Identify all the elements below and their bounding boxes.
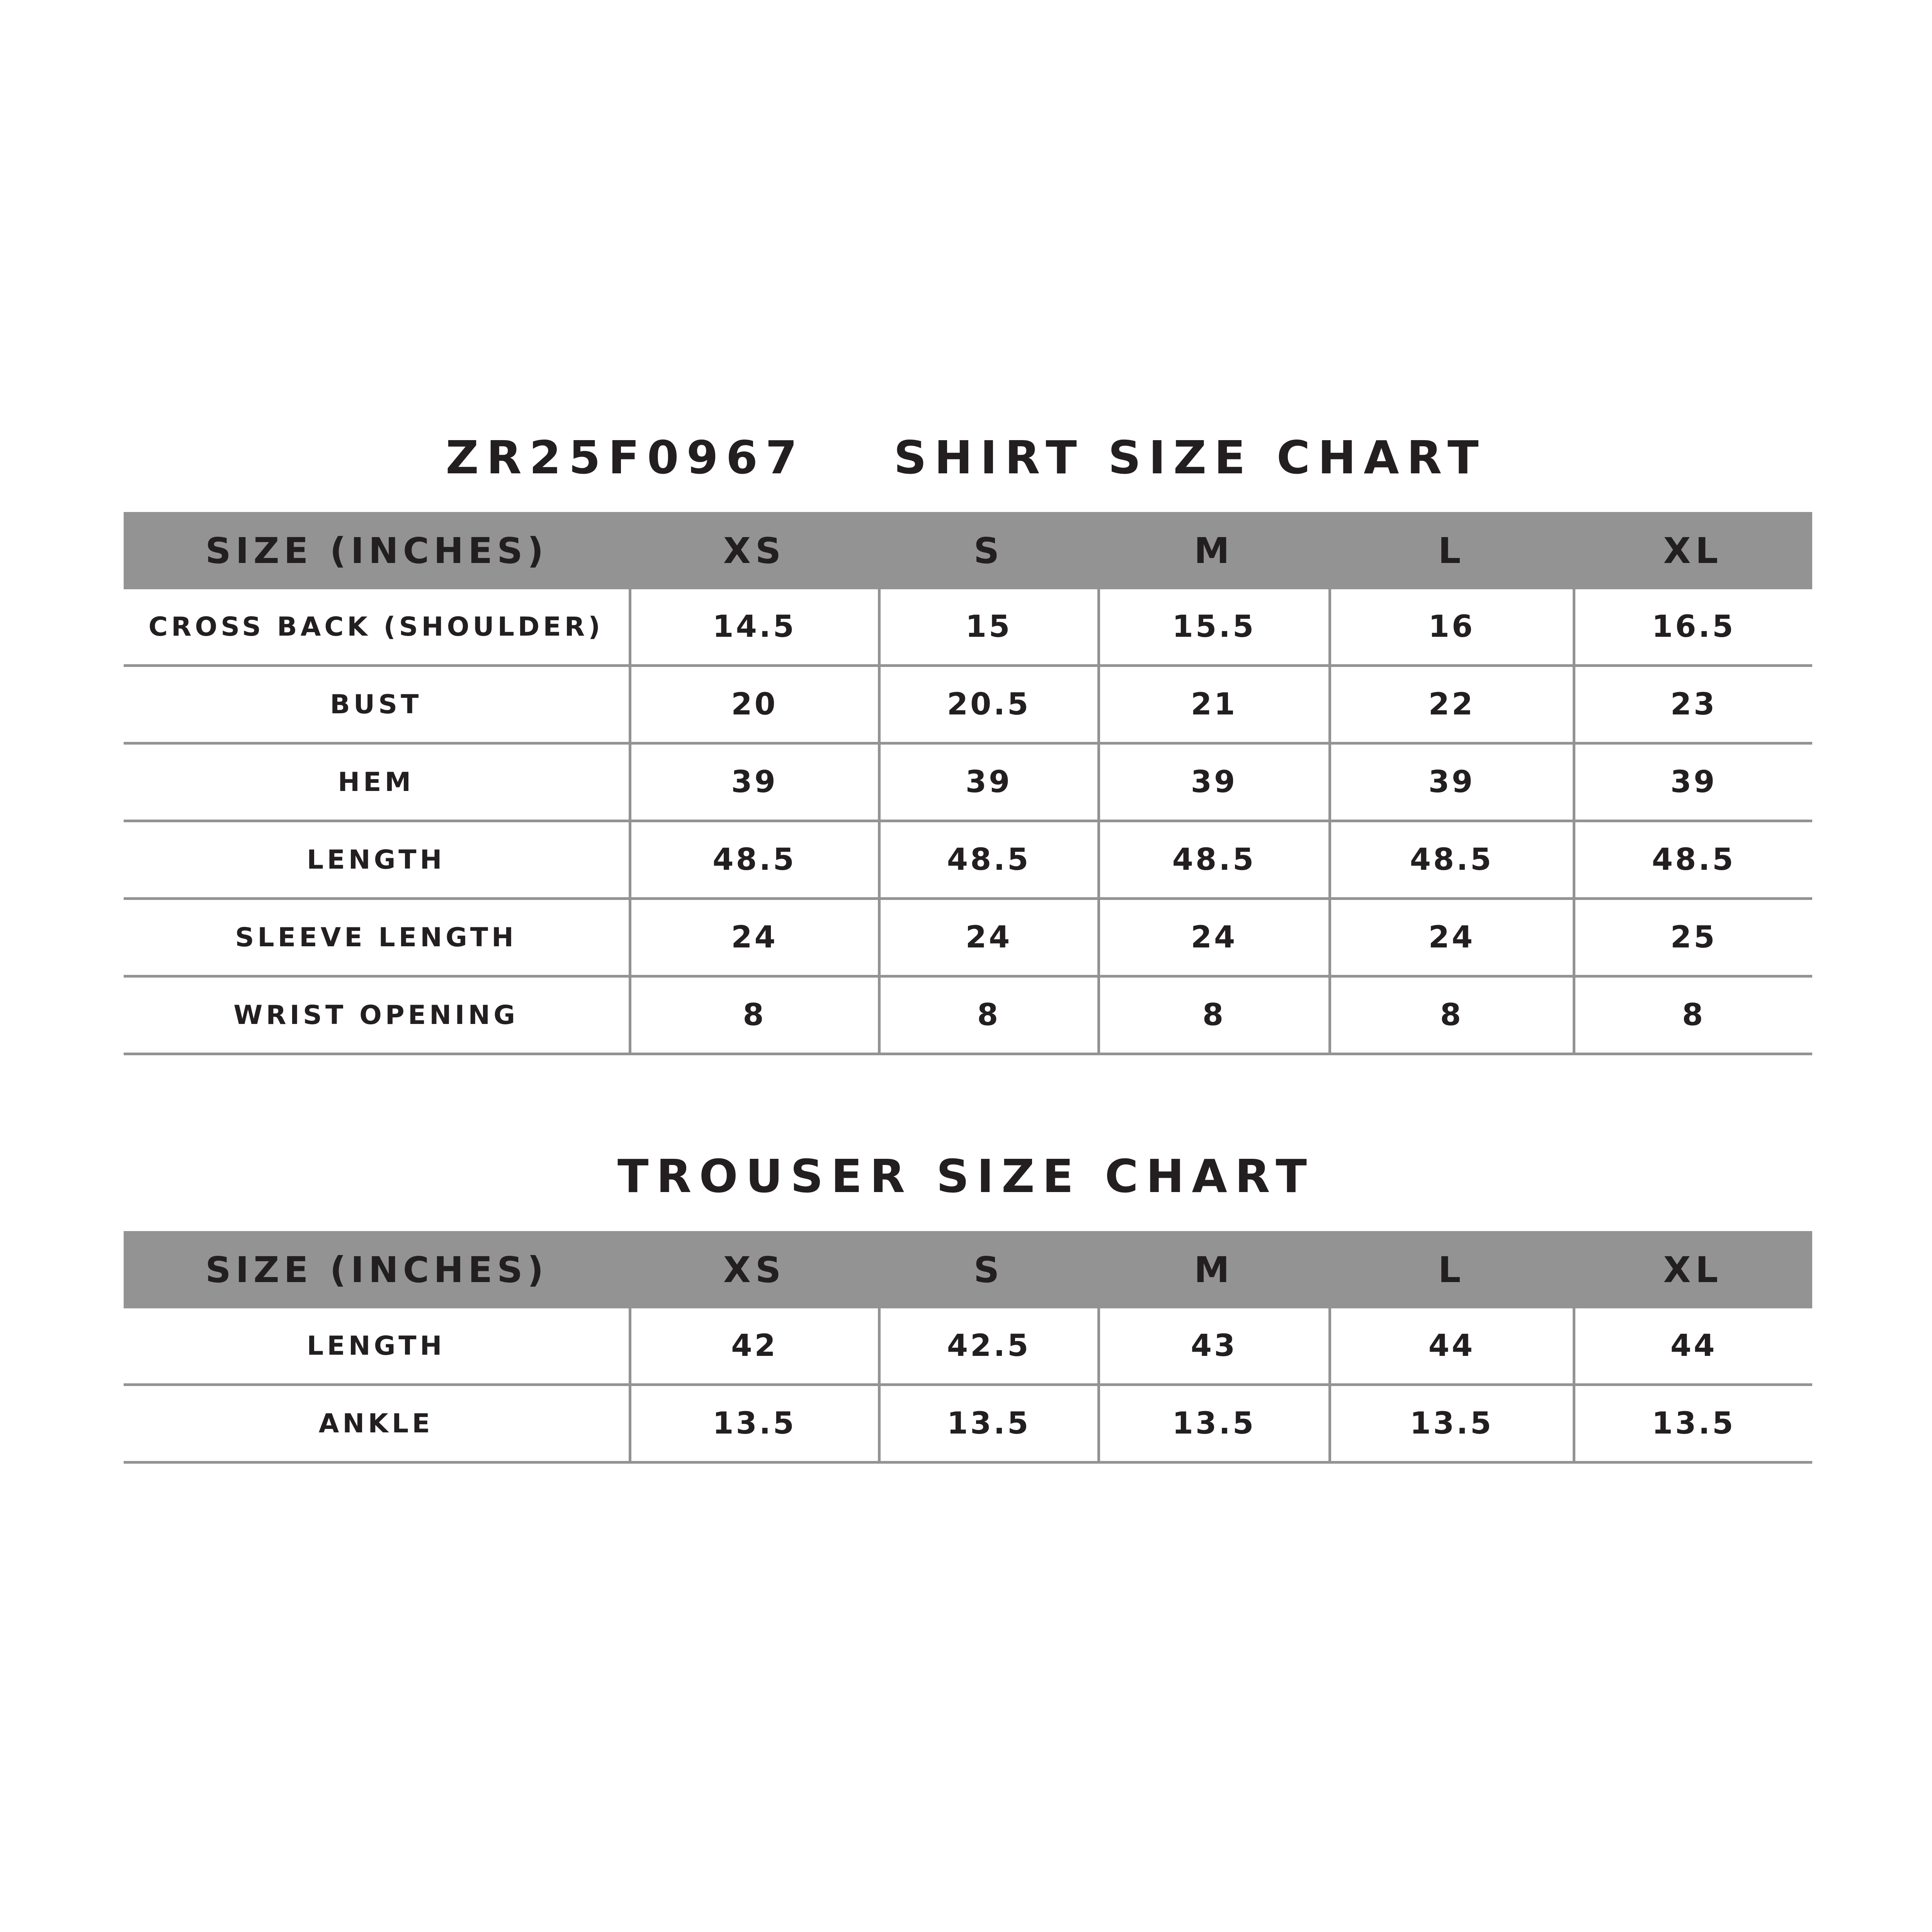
table-header-row <box>124 512 1812 589</box>
table-row <box>124 899 1812 976</box>
table-cell: 15 <box>879 589 1099 666</box>
table-cell: 13.5 <box>1574 1385 1812 1463</box>
table-cell: 16 <box>1330 589 1574 666</box>
table-cell: 42 <box>630 1308 879 1385</box>
row-label: BUST <box>124 666 630 743</box>
table-cell: 13.5 <box>630 1385 879 1463</box>
row-label: LENGTH <box>124 1308 630 1385</box>
table-cell: 8 <box>630 976 879 1054</box>
column-header: SIZE (INCHES) <box>124 1231 630 1308</box>
table-cell: 23 <box>1574 666 1812 743</box>
product-code: ZR25F0967 <box>446 431 805 484</box>
table-cell: 13.5 <box>1330 1385 1574 1463</box>
table-header-row <box>124 1231 1812 1308</box>
table-cell: 8 <box>879 976 1099 1054</box>
column-header: S <box>879 1231 1099 1308</box>
table-cell: 13.5 <box>1099 1385 1330 1463</box>
column-header: M <box>1099 1231 1330 1308</box>
table-cell: 48.5 <box>1099 821 1330 899</box>
table-cell: 39 <box>1330 743 1574 821</box>
table-cell: 43 <box>1099 1308 1330 1385</box>
table-cell: 44 <box>1330 1308 1574 1385</box>
table-cell: 13.5 <box>879 1385 1099 1463</box>
row-label: HEM <box>124 743 630 821</box>
table-cell: 48.5 <box>1330 821 1574 899</box>
table-cell: 39 <box>630 743 879 821</box>
table-cell: 24 <box>1330 899 1574 976</box>
table-cell: 21 <box>1099 666 1330 743</box>
table-cell: 24 <box>879 899 1099 976</box>
column-header: SIZE (INCHES) <box>124 512 630 589</box>
shirt-chart-title <box>0 431 1932 484</box>
row-label: ANKLE <box>124 1385 630 1463</box>
column-header: L <box>1330 512 1574 589</box>
row-label: SLEEVE LENGTH <box>124 899 630 976</box>
trouser-size-table <box>124 1231 1812 1464</box>
table-cell: 22 <box>1330 666 1574 743</box>
table-cell: 39 <box>1099 743 1330 821</box>
table-row <box>124 976 1812 1054</box>
table-cell: 8 <box>1574 976 1812 1054</box>
table-row <box>124 666 1812 743</box>
column-header: M <box>1099 512 1330 589</box>
table-row <box>124 589 1812 666</box>
table-cell: 48.5 <box>630 821 879 899</box>
column-header: XL <box>1574 1231 1812 1308</box>
trouser-title-text: TROUSER SIZE CHART <box>617 1150 1315 1203</box>
table-cell: 15.5 <box>1099 589 1330 666</box>
shirt-size-table <box>124 512 1812 1055</box>
table-cell: 24 <box>1099 899 1330 976</box>
table-row <box>124 743 1812 821</box>
table-cell: 48.5 <box>1574 821 1812 899</box>
table-cell: 14.5 <box>630 589 879 666</box>
row-label: CROSS BACK (SHOULDER) <box>124 589 630 666</box>
table-cell: 42.5 <box>879 1308 1099 1385</box>
table-cell: 39 <box>1574 743 1812 821</box>
column-header: XS <box>630 1231 879 1308</box>
column-header: S <box>879 512 1099 589</box>
table-row <box>124 821 1812 899</box>
row-label: WRIST OPENING <box>124 976 630 1054</box>
table-cell: 24 <box>630 899 879 976</box>
table-cell: 16.5 <box>1574 589 1812 666</box>
table-row <box>124 1385 1812 1463</box>
row-label: LENGTH <box>124 821 630 899</box>
column-header: L <box>1330 1231 1574 1308</box>
table-cell: 39 <box>879 743 1099 821</box>
table-cell: 44 <box>1574 1308 1812 1385</box>
table-cell: 8 <box>1330 976 1574 1054</box>
table-cell: 8 <box>1099 976 1330 1054</box>
table-cell: 48.5 <box>879 821 1099 899</box>
table-cell: 20 <box>630 666 879 743</box>
column-header: XS <box>630 512 879 589</box>
trouser-chart-title <box>0 1150 1932 1203</box>
table-row <box>124 1308 1812 1385</box>
column-header: XL <box>1574 512 1812 589</box>
table-cell: 25 <box>1574 899 1812 976</box>
table-cell: 20.5 <box>879 666 1099 743</box>
shirt-title-text: SHIRT SIZE CHART <box>894 431 1486 484</box>
